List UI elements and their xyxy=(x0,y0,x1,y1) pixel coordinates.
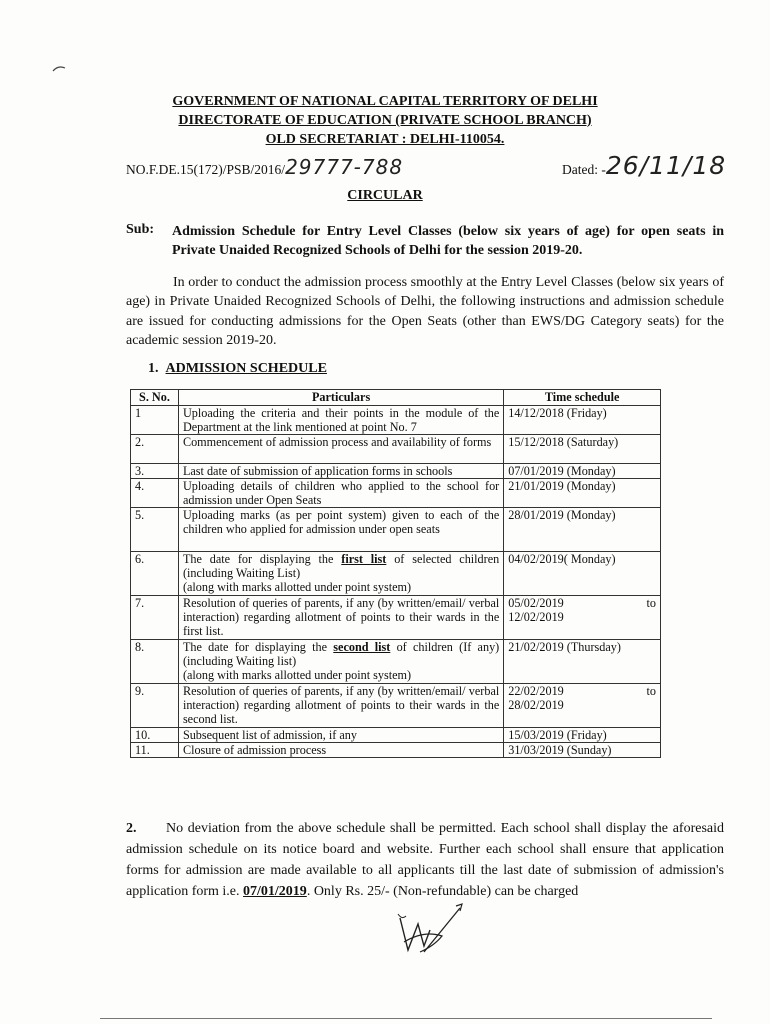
circular-title: CIRCULAR xyxy=(347,188,423,203)
row-sno: 4. xyxy=(131,479,179,508)
paragraph-2-number: 2. xyxy=(126,821,137,836)
row-sno: 2. xyxy=(131,435,179,464)
table-row xyxy=(131,435,661,464)
row-particulars xyxy=(178,640,503,684)
paragraph-2 xyxy=(126,818,724,902)
header-time-schedule: Time schedule xyxy=(504,390,661,406)
row-particulars: Uploading details of children who applied to the school for admission under Open Seats xyxy=(178,479,503,508)
second-list-emphasis: second list xyxy=(333,640,391,654)
table-header-row xyxy=(131,390,661,406)
row-schedule: 31/03/2019 (Sunday) xyxy=(504,743,661,758)
row-schedule: 15/03/2019 (Friday) xyxy=(504,728,661,743)
scan-mark-icon xyxy=(52,65,66,73)
section-1-heading: ADMISSION SCHEDULE xyxy=(165,361,327,376)
row-schedule xyxy=(504,596,661,640)
row-particulars-pre: The date for displaying the xyxy=(182,640,334,654)
handwritten-date: 26/11/18 xyxy=(605,151,727,180)
admission-schedule-table xyxy=(130,389,661,758)
row-particulars-pre: The date for displaying the xyxy=(182,552,342,566)
table-row xyxy=(131,743,661,758)
subject-text: Admission Schedule for Entry Level Classes (below six years of age) for open seats in Private Unaided Recognized Schools of Delhi for the session 2019-20. xyxy=(172,224,724,258)
header-line-3: OLD SECRETARIAT : DELHI-110054. xyxy=(265,132,505,147)
schedule-to: 28/02/2019 xyxy=(508,698,564,712)
schedule-from: 05/02/2019 xyxy=(508,596,564,610)
row-particulars: Resolution of queries of parents, if any (by written/email/ verbal interaction) regarding allotment of points to their wards in the first list. xyxy=(178,596,503,640)
section-1-title xyxy=(148,361,327,377)
header-sno: S. No. xyxy=(131,390,179,406)
row-particulars: Resolution of queries of parents, if any (by written/email/ verbal interaction) regarding allotment of points to their wards in the second list. xyxy=(178,684,503,728)
row-schedule xyxy=(504,684,661,728)
dated-label: Dated: - xyxy=(562,162,606,177)
row-particulars: Uploading the criteria and their points in the module of the Department at the link mentioned at point No. 7 xyxy=(178,406,503,435)
reference-number xyxy=(126,155,403,179)
row-sno: 6. xyxy=(131,552,179,596)
table-row xyxy=(131,508,661,552)
table-row xyxy=(131,596,661,640)
paragraph-2-text-end: . Only Rs. 25/- (Non-refundable) can be charged xyxy=(306,884,579,899)
table-row xyxy=(131,640,661,684)
table-row xyxy=(131,479,661,508)
footer-divider xyxy=(100,1018,712,1019)
signature-icon xyxy=(394,900,468,962)
section-1-number: 1. xyxy=(148,361,159,376)
row-schedule: 07/01/2019 (Monday) xyxy=(504,464,661,479)
table-row xyxy=(131,552,661,596)
row-sno: 5. xyxy=(131,508,179,552)
paragraph-2-text: No deviation from the above schedule shall be permitted. Each school shall display the aforesaid admission schedule on its notice board and website. Further each school shall ensure that application forms for admission are made available to all applicants till the last date of submission of admission's application form i.e. xyxy=(126,821,724,899)
header-line-1: GOVERNMENT OF NATIONAL CAPITAL TERRITORY OF DELHI xyxy=(172,94,598,109)
row-particulars: Commencement of admission process and availability of forms xyxy=(178,435,503,464)
header-particulars: Particulars xyxy=(178,390,503,406)
subject-label: Sub: xyxy=(126,222,155,237)
table-row xyxy=(131,464,661,479)
table-row xyxy=(131,684,661,728)
schedule-to-word: to xyxy=(646,684,656,698)
row-sno: 10. xyxy=(131,728,179,743)
handwritten-reference-number: 29777-788 xyxy=(285,155,404,179)
row-particulars xyxy=(178,552,503,596)
schedule-to-word: to xyxy=(646,596,656,610)
row-sno: 11. xyxy=(131,743,179,758)
row-particulars-post: of selected children (including Waiting List) xyxy=(182,552,500,580)
first-list-emphasis: first list xyxy=(341,552,387,566)
row-sno: 3. xyxy=(131,464,179,479)
row-schedule: 04/02/2019( Monday) xyxy=(504,552,661,596)
schedule-from: 22/02/2019 xyxy=(508,684,564,698)
row-schedule: 28/01/2019 (Monday) xyxy=(504,508,661,552)
row-particulars: Last date of submission of application forms in schools xyxy=(178,464,503,479)
header-line-2: DIRECTORATE OF EDUCATION (PRIVATE SCHOOL BRANCH) xyxy=(178,113,592,128)
row-sno: 9. xyxy=(131,684,179,728)
row-schedule: 21/02/2019 (Thursday) xyxy=(504,640,661,684)
schedule-to: 12/02/2019 xyxy=(508,610,564,624)
row-sno: 8. xyxy=(131,640,179,684)
table-row xyxy=(131,728,661,743)
intro-paragraph: In order to conduct the admission process smoothly at the Entry Level Classes (below six years of age) in Private Unaided Recognized Schools of Delhi, the following instructions and admission schedule are issued for conducting admissions for the Open Seats (other than EWS/DG Category seats) for the academic session 2019-20. xyxy=(126,275,724,349)
row-schedule: 21/01/2019 (Monday) xyxy=(504,479,661,508)
table-row xyxy=(131,406,661,435)
dated-field xyxy=(562,151,726,180)
row-schedule: 14/12/2018 (Friday) xyxy=(504,406,661,435)
row-sno: 7. xyxy=(131,596,179,640)
row-particulars: Uploading marks (as per point system) given to each of the children who applied for admission under open seats xyxy=(178,508,503,552)
row-particulars-note: (along with marks allotted under point system) xyxy=(182,580,412,594)
row-particulars-post: of children (If any) (including Waiting list) xyxy=(182,640,500,668)
row-particulars-note: (along with marks allotted under point system) xyxy=(182,668,412,682)
row-schedule: 15/12/2018 (Saturday) xyxy=(504,435,661,464)
reference-number-prefix: NO.F.DE.15(172)/PSB/2016/ xyxy=(126,162,286,177)
row-particulars: Closure of admission process xyxy=(178,743,503,758)
paragraph-2-date: 07/01/2019 xyxy=(243,884,307,899)
row-particulars: Subsequent list of admission, if any xyxy=(178,728,503,743)
row-sno: 1 xyxy=(131,406,179,435)
